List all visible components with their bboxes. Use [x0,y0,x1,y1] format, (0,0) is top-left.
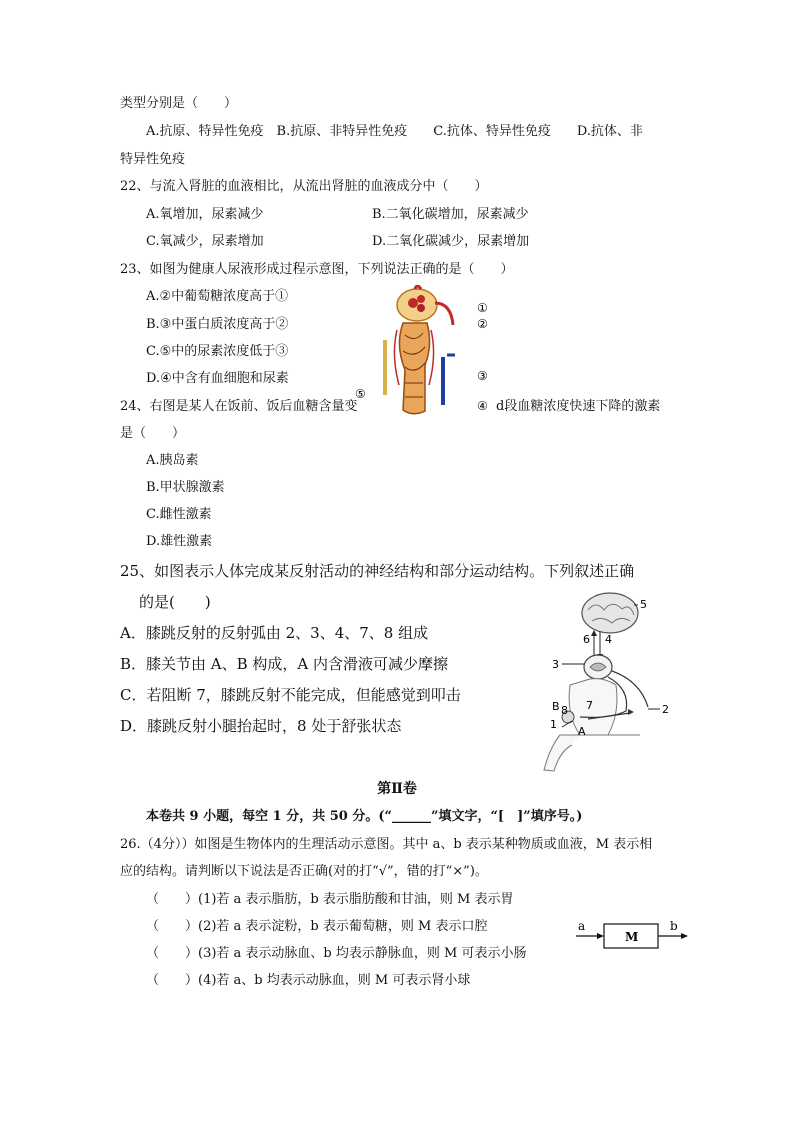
reflex-label-A: A [578,725,586,738]
q22-option-c: C.氧减少，尿素增加 [146,234,264,249]
reflex-label-B: B [552,700,560,713]
q25-option-b: B．膝关节由 A、B 构成，A 内含滑液可减少摩擦 [120,655,449,673]
q21-options-cont: 特异性免疫 [120,152,186,167]
section-title: 第Ⅱ卷 [377,781,417,797]
flow-label-b: b [670,919,678,933]
q22-option-d: D.二氧化碳减少，尿素增加 [372,234,530,249]
q26-stem: 26.（4分））如图是生物体内的生理活动示意图。其中 a、b 表示某种物质或血液，M 表示相 [120,837,653,852]
reflex-figure [530,585,680,775]
q23-option-a: A.②中葡萄糖浓度高于① [146,289,289,304]
reflex-label-4: 4 [605,633,612,646]
q24-stem-right: d段血糖浓度快速下降的激素 [496,399,661,414]
q26-item-4: （ ）(4)若 a、b 均表示动脉血，则 M 可表示肾小球 [146,973,471,988]
q25-option-c: C．若阻断 7，膝跳反射不能完成，但能感觉到叩击 [120,686,461,704]
q24-option-b: B.甲状腺激素 [146,480,225,495]
nephron-label-5: ⑤ [355,387,366,401]
nephron-figure [355,285,495,420]
q24-option-a: A.胰岛素 [146,453,199,468]
reflex-label-5: 5 [640,598,647,611]
q22-option-a: A.氧增加，尿素减少 [146,207,264,222]
reflex-label-1: 1 [550,718,557,731]
q26-stem-cont: 应的结构。请判断以下说法是否正确(对的打“√”，错的打“×”)。 [120,864,488,879]
q25-option-d: D．膝跳反射小腿抬起时，8 处于舒张状态 [120,717,402,735]
reflex-label-8: 8 [561,704,568,717]
q26-item-1: （ ）(1)若 a 表示脂肪，b 表示脂肪酸和甘油，则 M 表示胃 [146,892,514,907]
nephron-label-3: ③ [477,369,488,383]
nephron-label-1: ① [477,301,488,315]
q25-stem-cont: 的是( ) [139,593,211,611]
q24-stem-left: 24、右图是某人在饭前、饭后血糖含量变 [120,399,358,414]
q23-stem: 23、如图为健康人尿液形成过程示意图，下列说法正确的是（ ） [120,262,514,277]
q22-option-b: B.二氧化碳增加，尿素减少 [372,207,529,222]
nephron-label-4: ④ [477,399,488,413]
flow-label-m: M [625,930,639,944]
q24-option-d: D.雄性激素 [146,534,213,549]
flow-label-a: a [578,919,586,933]
q23-option-b: B.③中蛋白质浓度高于② [146,317,289,332]
section-note: 本卷共 9 小题，每空 1 分，共 50 分。(“______”填文字，“[ ]”填序号。) [146,809,583,824]
q24-stem-cont: 是（ ） [120,426,186,441]
q23-option-d: D.④中含有血细胞和尿素 [146,371,289,386]
nephron-label-2: ② [477,317,488,331]
flow-diagram [572,918,692,954]
q21-options: A.抗原、特异性免疫 B.抗原、非特异性免疫 C.抗体、特异性免疫 D.抗体、非 [146,124,643,139]
reflex-label-2: 2 [662,703,669,716]
q26-item-2: （ ）(2)若 a 表示淀粉，b 表示葡萄糖，则 M 表示口腔 [146,919,488,934]
q25-option-a: A．膝跳反射的反射弧由 2、3、4、7、8 组成 [120,624,429,642]
reflex-label-3: 3 [552,658,559,671]
q26-item-3: （ ）(3)若 a 表示动脉血、b 均表示静脉血，则 M 可表示小肠 [146,946,527,961]
q23-option-c: C.⑤中的尿素浓度低于③ [146,344,289,359]
q25-stem: 25、如图表示人体完成某反射活动的神经结构和部分运动结构。下列叙述正确 [120,562,635,580]
q21-stem-cont: 类型分别是（ ） [120,96,238,111]
reflex-label-7: 7 [586,699,593,712]
reflex-label-6: 6 [583,633,590,646]
q24-option-c: C.雌性激素 [146,507,212,522]
q22-stem: 22、与流入肾脏的血液相比，从流出肾脏的血液成分中（ ） [120,179,488,194]
